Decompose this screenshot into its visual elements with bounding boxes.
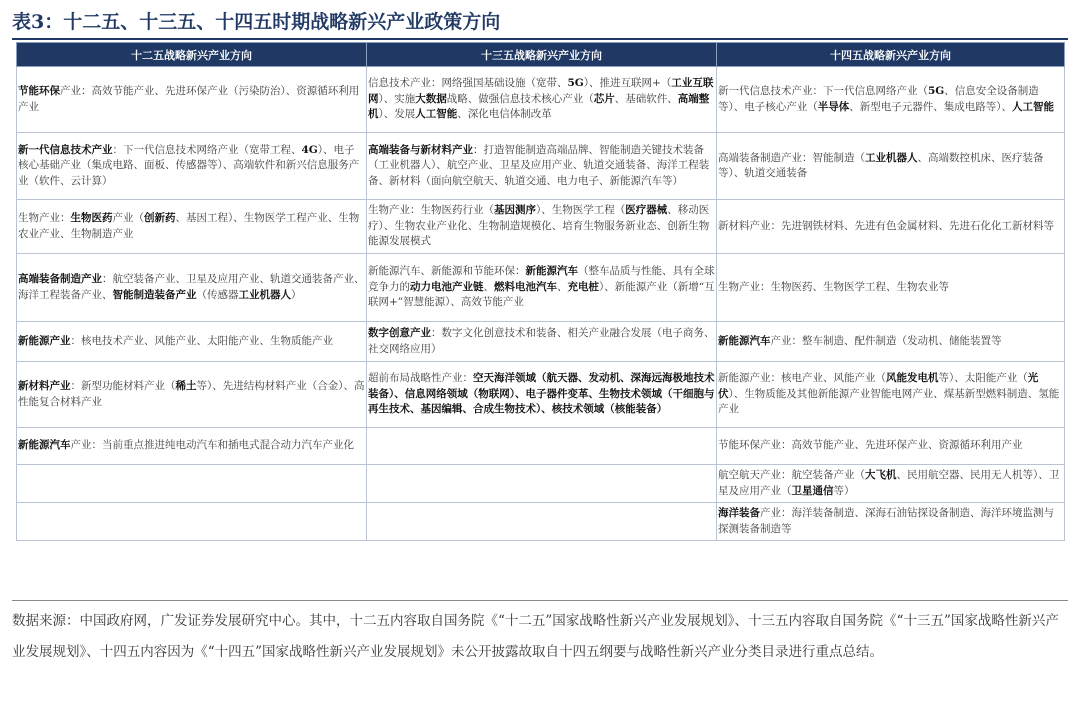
cell-text: 产业（ [112, 212, 144, 224]
cell-14th-plan [717, 465, 1065, 503]
cell-text: ）、生物医学工程（ [536, 204, 626, 217]
emphasis-text: 人工智能 [1012, 100, 1054, 113]
emphasis-text: 充电桩 [567, 280, 599, 293]
table-row [17, 133, 1065, 200]
cell-text: 、信息安全设备制造等）、电子核心产业（ [718, 85, 1039, 113]
emphasis-text: 5G [928, 85, 945, 97]
emphasis-text: 光伏 [718, 372, 1039, 400]
cell-text: 、高端数控机床、医疗装备等）、轨道交通装备 [718, 151, 1044, 179]
emphasis-text: 数字创意产业 [368, 327, 431, 339]
cell-text: 生物产业：生物医药、生物医学工程、生物农业等 [718, 280, 949, 293]
table-row [17, 503, 1065, 541]
emphasis-text: 半导体 [817, 100, 850, 113]
cell-text: 、 [557, 280, 568, 293]
cell-text: 、深化电信体制改革 [457, 108, 552, 121]
cell-text: ）、发展 [378, 108, 416, 121]
source-divider [12, 600, 1068, 601]
emphasis-text: 人工智能 [415, 108, 458, 121]
table-row [17, 362, 1065, 428]
cell-text: ）、生物质能及其他新能源产业智能电网产业、煤基新型燃料制造、氢能产业 [718, 387, 1060, 416]
cell-text: 、基础软件、 [614, 92, 678, 105]
emphasis-text: 高端装备与新材料产业 [368, 143, 473, 156]
cell-text: ）、实施 [378, 92, 416, 105]
cell-text: ：下一代信息技术网络产业（宽带工程、 [112, 143, 302, 156]
cell-text: 节能环保产业：高效节能产业、先进环保产业、资源循环利用产业 [718, 439, 1023, 452]
table-row [17, 200, 1065, 254]
emphasis-text: 5G [567, 77, 584, 90]
table-row [17, 428, 1065, 465]
cell-text: 信息技术产业：网络强国基础设施（宽带、 [368, 77, 568, 90]
emphasis-text: 生物医药 [70, 212, 113, 224]
cell-12th-plan [17, 133, 367, 200]
cell-12th-plan [17, 362, 367, 428]
cell-13th-plan [367, 465, 717, 503]
policy-table [16, 42, 1065, 541]
cell-text: 超前布局战略性产业： [368, 372, 473, 385]
cell-text: 新材料产业：先进钢铁材料、先进有色金属材料、先进石化化工新材料等 [718, 219, 1054, 232]
emphasis-text: 创新药 [144, 212, 176, 224]
cell-12th-plan [17, 322, 367, 362]
emphasis-text: 大数据 [415, 92, 447, 105]
emphasis-text: 卫星通信 [791, 484, 834, 497]
cell-text: ：核电技术产业、风能产业、太阳能产业、生物质能产业 [70, 334, 333, 347]
cell-12th-plan [17, 67, 367, 133]
emphasis-text: 稀土 [175, 380, 197, 392]
cell-text: 等）、先进结构材料产业（合金）、高性能复合材料产业 [18, 380, 365, 408]
cell-13th-plan [367, 503, 717, 541]
cell-13th-plan [367, 428, 717, 465]
emphasis-text: 高端装备制造产业 [18, 273, 102, 285]
cell-text: 、新型电子元器件、集成电路等）、 [849, 100, 1012, 113]
cell-14th-plan [717, 322, 1065, 362]
emphasis-text: 基因测序 [494, 204, 536, 217]
emphasis-text: 工业互联网 [368, 77, 714, 105]
emphasis-text: 智能制造装备产业 [112, 288, 197, 301]
table-header-row [17, 43, 1065, 67]
cell-text: 等） [833, 484, 855, 497]
emphasis-text: 高端整机 [368, 92, 710, 121]
emphasis-text: 工业机器人 [865, 151, 918, 164]
emphasis-text: 新材料产业 [18, 380, 71, 392]
cell-text: （整车品质与性能、具有全球竞争力的 [368, 265, 715, 293]
cell-14th-plan [717, 428, 1065, 465]
cell-12th-plan [17, 465, 367, 503]
cell-13th-plan [367, 254, 717, 322]
emphasis-text: 新能源产业 [18, 334, 71, 347]
cell-text: ） [291, 288, 302, 301]
emphasis-text: 大飞机 [865, 469, 897, 481]
cell-text: 、 [483, 280, 494, 293]
cell-13th-plan [367, 133, 717, 200]
cell-text: 新一代信息技术产业：下一代信息网络产业（ [718, 85, 928, 97]
title-divider [12, 38, 1068, 40]
cell-13th-plan [367, 200, 717, 254]
cell-text: ）、电子核心基础产业（集成电路、面板、传感器等）、高端软件和新兴信息服务产业（软件、云计算） [18, 143, 360, 187]
emphasis-text: 新一代信息技术产业 [18, 143, 113, 156]
cell-text: 等）、太阳能产业（ [938, 372, 1028, 385]
emphasis-text: 4G [301, 143, 318, 156]
table-body [17, 67, 1065, 541]
cell-text: 、民用航空器、民用无人机等）、卫星及应用产业（ [718, 469, 1060, 497]
cell-14th-plan [717, 503, 1065, 541]
cell-14th-plan [717, 133, 1065, 200]
emphasis-text: 新能源汽车 [525, 265, 578, 278]
cell-text: ）、新能源产业（新增“互联网+”智慧能源）、高效节能产业 [368, 280, 715, 309]
cell-12th-plan [17, 503, 367, 541]
table-row [17, 254, 1065, 322]
cell-12th-plan [17, 200, 367, 254]
cell-text: ）、推进互联网+（ [583, 77, 672, 90]
cell-text: 新能源汽车、新能源和节能环保： [368, 265, 526, 278]
emphasis-text: 燃料电池汽车 [494, 280, 557, 293]
cell-text: ：航空装备产业、卫星及应用产业、轨道交通装备产业、海洋工程装备产业、 [18, 273, 365, 301]
cell-text: （传感器 [196, 288, 239, 301]
emphasis-text: 空天海洋领域（航天器、发动机、深海远海极地技术装备）、信息网络领域（物联网）、电子器件变革、生物技术领域（干细胞与再生技术、基因编辑、合成生物技术）、核技术领域（核能装备） [368, 372, 715, 416]
cell-text: 高端装备制造产业：智能制造（ [718, 151, 865, 164]
cell-text: 产业：高效节能产业、先进环保产业（污染防治）、资源循环利用产业 [18, 85, 360, 113]
cell-12th-plan [17, 428, 367, 465]
cell-text: ：新型功能材料产业（ [70, 380, 176, 392]
cell-text: ：数字文化创意技术和装备、相关产业融合发展（电子商务、社交网络应用） [368, 327, 715, 355]
emphasis-text: 工业机器人 [238, 288, 291, 301]
emphasis-text: 新能源汽车 [18, 439, 71, 452]
header-12th-plan: 十二五战略新兴产业方向 [17, 43, 367, 67]
cell-13th-plan [367, 67, 717, 133]
table-row [17, 67, 1065, 133]
cell-text: 航空航天产业：航空装备产业（ [718, 469, 865, 481]
cell-14th-plan [717, 254, 1065, 322]
table-title: 表3：十二五、十三五、十四五时期战略新兴产业政策方向 [12, 11, 501, 33]
table-row [17, 322, 1065, 362]
cell-text: 产业：当前重点推进纯电动汽车和插电式混合动力汽车产业化 [70, 439, 354, 452]
cell-text: 新能源产业：核电产业、风能产业（ [718, 372, 886, 385]
emphasis-text: 芯片 [593, 92, 615, 105]
cell-text: 生物产业： [18, 212, 71, 224]
emphasis-text: 新能源汽车 [718, 334, 771, 347]
table-row [17, 465, 1065, 503]
cell-12th-plan [17, 254, 367, 322]
source-note: 数据来源：中国政府网，广发证券发展研究中心。其中，十二五内容取自国务院《“十二五”国家战略性新兴产业发展规划》、十三五内容取自国务院《“十三五”国家战略性新兴产业发展规划》、十四五内容因为《“十四五”国家战略性新兴产业发展规划》未公开披露故取自十四五纲要与战略性新兴产业分类目录进行重点总结。 [12, 613, 1059, 660]
cell-text: 、基因工程）、生物医学工程产业、生物农业产业、生物制造产业 [18, 212, 360, 240]
emphasis-text: 节能环保 [18, 85, 60, 97]
cell-13th-plan [367, 322, 717, 362]
cell-14th-plan [717, 67, 1065, 133]
cell-text: 、移动医疗）、生物农业产业化、生物制造规模化、培育生物服务新业态、创新生物能源发展模式 [368, 204, 710, 248]
emphasis-text: 医疗器械 [625, 204, 668, 217]
cell-text: ：打造智能制造高端品牌、智能制造关键技术装备（工业机器人）、航空产业、卫星及应用产业、轨道交通装备、海洋工程装备、新材料（面向航空航天、轨道交通、电力电子、新能源汽车等） [368, 143, 710, 187]
cell-text: 产业：整车制造、配件制造（发动机、储能装置等 [770, 334, 1002, 347]
cell-text: 生物产业：生物医药行业（ [368, 204, 494, 217]
emphasis-text: 风能发电机 [886, 372, 939, 385]
header-14th-plan: 十四五战略新兴产业方向 [717, 43, 1065, 67]
cell-13th-plan [367, 362, 717, 428]
cell-text: 战略、做强信息技术核心产业（ [446, 92, 594, 105]
cell-14th-plan [717, 362, 1065, 428]
emphasis-text: 动力电池产业链 [410, 280, 484, 293]
header-13th-plan: 十三五战略新兴产业方向 [367, 43, 717, 67]
emphasis-text: 海洋装备 [718, 507, 760, 519]
cell-text: 产业：海洋装备制造、深海石油钻探设备制造、海洋环境监测与探测装备制造等 [718, 507, 1054, 535]
cell-14th-plan [717, 200, 1065, 254]
